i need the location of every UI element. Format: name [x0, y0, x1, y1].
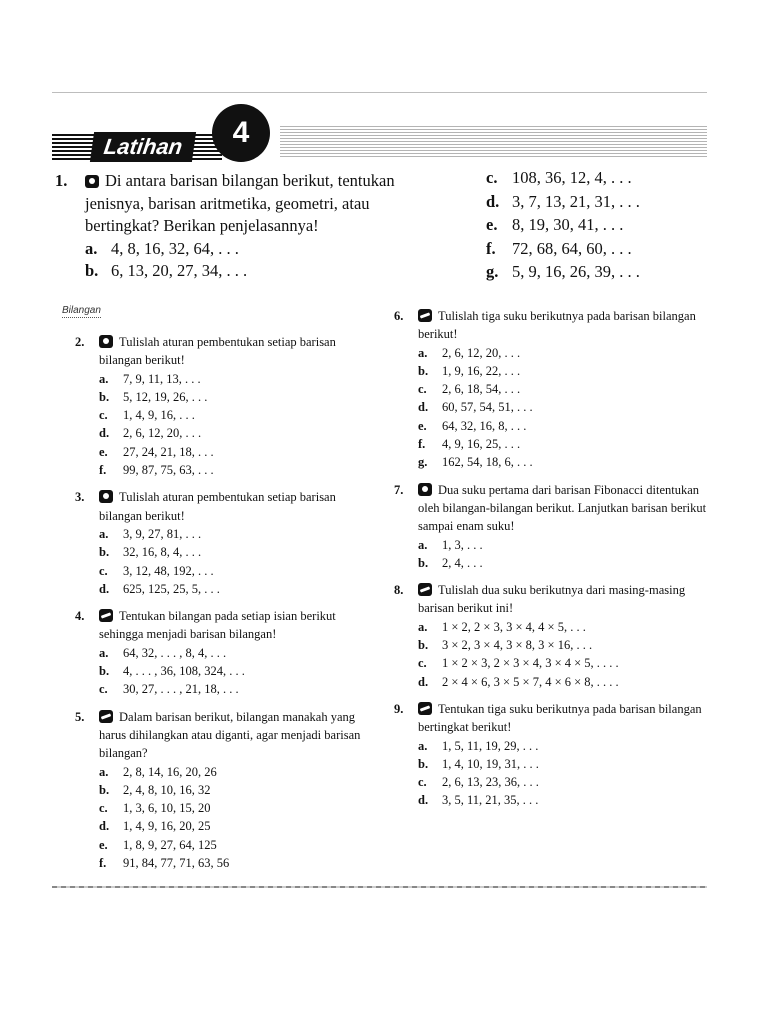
option — [394, 435, 714, 453]
option-letter: a. — [99, 645, 109, 660]
question-number: 7. — [394, 482, 404, 497]
option-letter: d. — [418, 400, 429, 415]
option-text: 5, 9, 16, 26, 39, . . . — [512, 262, 640, 281]
option-letter: b. — [418, 638, 429, 653]
question-text: Tentukan bilangan pada setiap isian berikut sehingga menjadi barisan bilangan! — [99, 609, 336, 642]
option-text: 108, 36, 12, 4, . . . — [512, 168, 632, 187]
option — [394, 398, 714, 416]
option-letter: c. — [99, 563, 108, 578]
option-text: 27, 24, 21, 18, . . . — [123, 444, 214, 459]
option — [75, 580, 375, 598]
option-letter: b. — [85, 261, 99, 280]
option-text: 72, 68, 64, 60, . . . — [512, 238, 632, 258]
bottom-rule — [52, 886, 707, 888]
option — [394, 773, 714, 791]
question-text: Tulislah dua suku berikutnya dari masing-masing barisan berikut ini! — [418, 583, 686, 616]
option — [75, 799, 375, 817]
question-text: Dua suku pertama dari barisan Fibonacci ditentukan oleh bilangan-bilangan berikut. Lanjutkan barisan berikut sampai enam suku! — [418, 482, 707, 534]
option-text: 99, 87, 75, 63, . . . — [123, 463, 214, 478]
option-text: 1, 4, 10, 19, 31, . . . — [442, 756, 539, 771]
option-text: 625, 125, 25, 5, . . . — [123, 581, 220, 596]
option — [75, 680, 375, 698]
option-letter: b. — [99, 389, 110, 404]
option-letter: c. — [418, 382, 427, 397]
option-text: 2, 6, 18, 54, . . . — [442, 382, 521, 397]
banner-number: 4 — [212, 104, 270, 162]
option-letter: a. — [418, 738, 428, 753]
option — [394, 737, 714, 755]
option — [486, 260, 716, 284]
option — [394, 380, 714, 398]
option-text: 4, 9, 16, 25, . . . — [442, 437, 521, 452]
section-label: Bilangan — [62, 305, 101, 316]
option-letter: d. — [418, 793, 429, 808]
option-text: 162, 54, 18, 6, . . . — [442, 455, 533, 470]
option — [85, 260, 445, 283]
option-letter: g. — [418, 455, 428, 470]
option-text: 3, 5, 11, 21, 35, . . . — [442, 793, 539, 808]
option — [75, 817, 375, 835]
question-number: 1. — [55, 171, 68, 190]
option — [75, 388, 375, 406]
option-text: 1, 3, . . . — [442, 537, 483, 552]
question-text: Tulislah aturan pembentukan setiap barisan bilangan berikut! — [99, 335, 336, 368]
option — [75, 525, 375, 543]
option — [75, 763, 375, 781]
option-letter: e. — [99, 444, 108, 459]
pencil-icon — [99, 609, 113, 622]
option-letter: d. — [99, 581, 110, 596]
option-text: 1 × 2 × 3, 2 × 3 × 4, 3 × 4 × 5, . . . . — [442, 656, 619, 671]
question-2 — [75, 333, 375, 479]
option-text: 2 × 4 × 6, 3 × 5 × 7, 4 × 6 × 8, . . . . — [442, 674, 619, 689]
option-text: 3 × 2, 3 × 4, 3 × 8, 3 × 16, . . . — [442, 638, 593, 653]
option-text: 64, 32, 16, 8, . . . — [442, 418, 527, 433]
option — [75, 543, 375, 561]
option-letter: a. — [99, 764, 109, 779]
left-column — [75, 333, 375, 881]
question-1-options-right — [486, 166, 716, 284]
option-text: 1, 9, 16, 22, . . . — [442, 363, 521, 378]
option — [75, 461, 375, 479]
option-text: 5, 12, 19, 26, . . . — [123, 389, 208, 404]
option-text: 4, . . . , 36, 108, 324, . . . — [123, 664, 245, 679]
question-number: 4. — [75, 609, 85, 624]
option-letter: b. — [418, 555, 429, 570]
question-number: 9. — [394, 701, 404, 716]
option — [486, 213, 716, 237]
option-letter: c. — [99, 801, 108, 816]
option — [394, 791, 714, 809]
question-text: Dalam barisan berikut, bilangan manakah yang harus dihilangkan atau diganti, agar menjadi barisan bilangan? — [99, 709, 361, 761]
option — [75, 662, 375, 680]
banner-title: Latihan — [90, 132, 196, 162]
option — [394, 536, 714, 554]
option-letter: e. — [99, 837, 108, 852]
option — [394, 618, 714, 636]
option-letter: c. — [418, 656, 427, 671]
option-letter: a. — [85, 238, 98, 258]
option-letter: a. — [99, 371, 109, 386]
option — [75, 370, 375, 388]
option-letter: a. — [99, 526, 109, 541]
option-text: 7, 9, 11, 13, . . . — [123, 371, 201, 386]
option-text: 91, 84, 77, 71, 63, 56 — [123, 856, 230, 871]
option — [394, 673, 714, 691]
question-8 — [394, 581, 714, 691]
banner-texture — [280, 126, 707, 158]
option-text: 1 × 2, 2 × 3, 3 × 4, 4 × 5, . . . — [442, 619, 586, 634]
option — [394, 755, 714, 773]
option-text: 2, 6, 13, 23, 36, . . . — [442, 775, 539, 790]
option-letter: c. — [486, 168, 498, 187]
question-text: Tulislah tiga suku berikutnya pada barisan bilangan berikut! — [418, 309, 696, 342]
question-number: 8. — [394, 583, 404, 598]
question-4 — [75, 607, 375, 698]
option-text: 2, 4, . . . — [442, 555, 483, 570]
option — [85, 238, 445, 261]
option-letter: g. — [486, 262, 499, 281]
option-letter: c. — [99, 408, 108, 423]
option-letter: e. — [486, 215, 498, 234]
pencil-icon — [418, 583, 432, 596]
option — [394, 636, 714, 654]
pencil-icon — [418, 702, 432, 715]
question-9 — [394, 700, 714, 810]
option-letter: f. — [418, 437, 426, 452]
option-text: 1, 3, 6, 10, 15, 20 — [123, 801, 211, 816]
top-rule — [52, 92, 707, 93]
option-letter: d. — [99, 426, 110, 441]
option-letter: b. — [99, 782, 110, 797]
option — [394, 344, 714, 362]
option-letter: b. — [418, 363, 429, 378]
option — [75, 836, 375, 854]
option-letter: d. — [418, 674, 429, 689]
option — [75, 781, 375, 799]
option-letter: f. — [486, 238, 496, 258]
option-text: 1, 8, 9, 27, 64, 125 — [123, 837, 217, 852]
option-letter: a. — [418, 345, 428, 360]
question-number: 3. — [75, 490, 85, 505]
option-letter: e. — [418, 418, 427, 433]
option-letter: a. — [418, 537, 428, 552]
question-7 — [394, 481, 714, 572]
option — [394, 654, 714, 672]
question-3 — [75, 488, 375, 598]
option-letter: b. — [99, 545, 110, 560]
option — [75, 644, 375, 662]
question-number: 5. — [75, 709, 85, 724]
option-text: 3, 7, 13, 21, 31, . . . — [512, 191, 640, 211]
question-text: Di antara barisan bilangan berikut, tentukan jenisnya, barisan aritmetika, geometri, atau bertingkat? Berikan penjelasannya! — [85, 171, 395, 235]
pencil-icon — [99, 710, 113, 723]
option-text: 60, 57, 54, 51, . . . — [442, 400, 533, 415]
option — [394, 417, 714, 435]
option-text: 6, 13, 20, 27, 34, . . . — [111, 261, 248, 280]
option-text: 64, 32, . . . , 8, 4, . . . — [123, 645, 227, 660]
option-text: 1, 4, 9, 16, 20, 25 — [123, 819, 211, 834]
option-letter: b. — [99, 664, 110, 679]
option-letter: b. — [418, 756, 429, 771]
option-text: 2, 6, 12, 20, . . . — [442, 345, 521, 360]
think-icon — [99, 335, 113, 348]
option — [486, 166, 716, 190]
option-text: 8, 19, 30, 41, . . . — [512, 215, 624, 234]
question-text: Tentukan tiga suku berikutnya pada barisan bilangan bertingkat berikut! — [418, 701, 702, 735]
option-text: 1, 5, 11, 19, 29, . . . — [442, 738, 539, 753]
think-icon — [85, 175, 99, 188]
option-letter: d. — [486, 191, 500, 211]
option-letter: c. — [99, 682, 108, 697]
question-number: 6. — [394, 309, 404, 323]
option — [75, 854, 375, 872]
question-number: 2. — [75, 335, 85, 349]
right-column — [394, 307, 714, 819]
question-6 — [394, 307, 714, 472]
latihan-banner — [52, 116, 707, 164]
option-text: 1, 4, 9, 16, . . . — [123, 408, 195, 423]
option-text: 30, 27, . . . , 21, 18, . . . — [123, 682, 239, 697]
option-text: 2, 6, 12, 20, . . . — [123, 426, 202, 441]
option-letter: d. — [99, 819, 110, 834]
think-icon — [418, 483, 432, 496]
option — [486, 190, 716, 214]
think-icon — [99, 490, 113, 503]
question-text: Tulislah aturan pembentukan setiap barisan bilangan berikut! — [99, 490, 336, 523]
option-text: 4, 8, 16, 32, 64, . . . — [111, 238, 239, 258]
option-text: 32, 16, 8, 4, . . . — [123, 545, 202, 560]
option — [486, 237, 716, 261]
option — [75, 406, 375, 424]
option-letter: f. — [99, 463, 107, 478]
option — [75, 424, 375, 442]
question-5 — [75, 708, 375, 873]
option — [394, 453, 714, 471]
option-text: 3, 12, 48, 192, . . . — [123, 563, 214, 578]
option-text: 2, 4, 8, 10, 16, 32 — [123, 782, 211, 797]
pencil-icon — [418, 309, 432, 322]
option — [75, 443, 375, 461]
option — [75, 562, 375, 580]
option — [394, 362, 714, 380]
option-letter: c. — [418, 775, 427, 790]
question-1 — [55, 170, 445, 283]
option — [394, 554, 714, 572]
option-text: 3, 9, 27, 81, . . . — [123, 526, 202, 541]
option-text: 2, 8, 14, 16, 20, 26 — [123, 764, 217, 779]
option-letter: f. — [99, 856, 107, 871]
option-letter: a. — [418, 619, 428, 634]
